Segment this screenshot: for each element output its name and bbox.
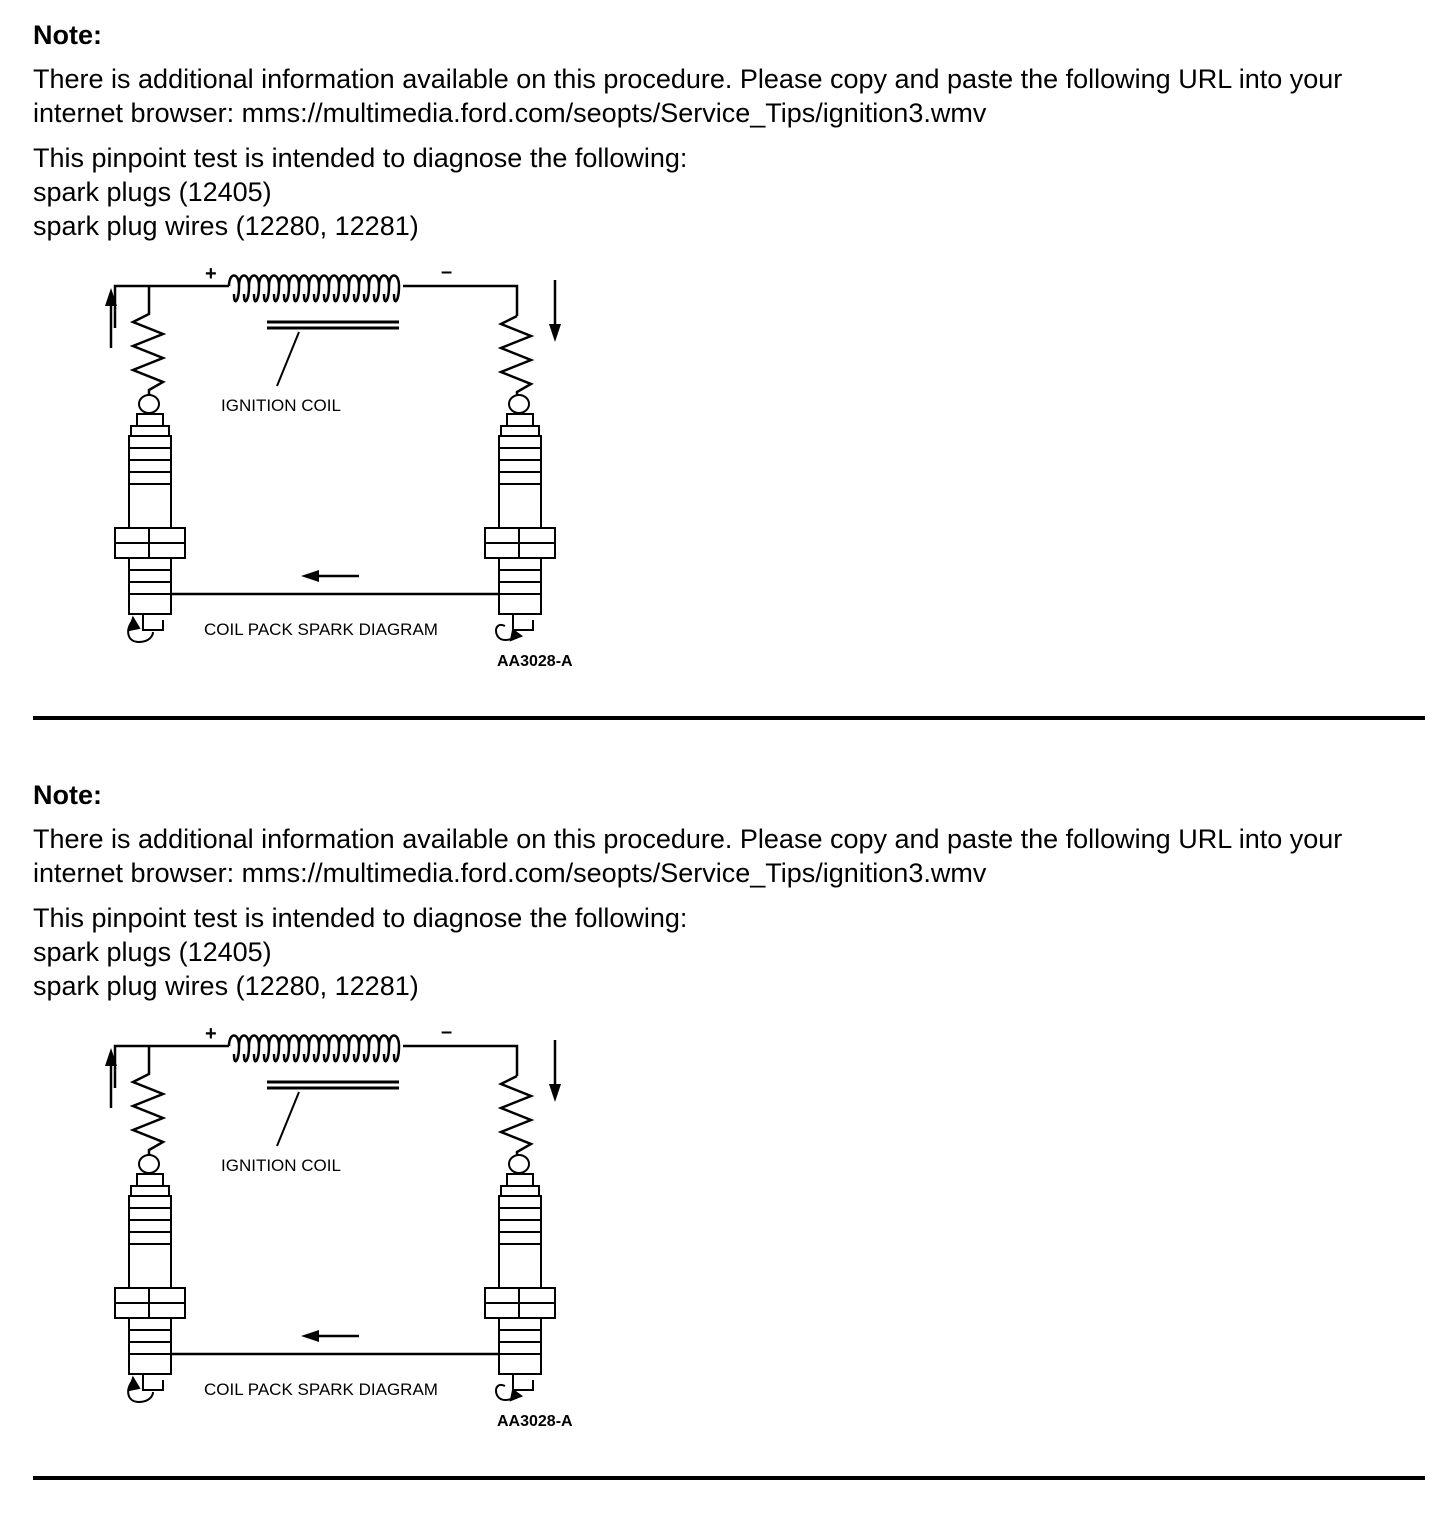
minus-sign: – xyxy=(441,261,453,283)
right-arrow-down xyxy=(549,280,561,342)
figure-id: AA3028-A xyxy=(497,653,573,670)
component-spark-plug-wires: spark plug wires (12280, 12281) xyxy=(33,211,419,241)
section-divider xyxy=(33,1476,1425,1480)
coil-leader-line xyxy=(277,1092,299,1146)
component-spark-plugs: spark plugs (12405) xyxy=(33,177,272,207)
right-resistor xyxy=(501,1076,531,1158)
note-text: There is additional information available on this procedure. Please copy and paste the following URL into your internet browser: mms://multimedia.ford.com/seopts/Service_Tips/ignition3.wmv xyxy=(33,64,1343,128)
right-arrow-down xyxy=(549,1040,561,1102)
diagram-drawing xyxy=(69,1018,609,1438)
pinpoint-intro: This pinpoint test is intended to diagnose the following: xyxy=(33,903,688,933)
note-heading: Note: xyxy=(33,20,102,50)
note-text: There is additional information available on this procedure. Please copy and paste the following URL into your internet browser: mms://multimedia.ford.com/seopts/Service_Tips/ignition3.wmv xyxy=(33,824,1343,888)
minus-sign: – xyxy=(441,1021,453,1043)
note-heading: Note: xyxy=(33,780,102,810)
ground-arrow-left xyxy=(301,1330,359,1342)
coil-winding xyxy=(229,1036,399,1062)
coil-leader-line xyxy=(277,332,299,386)
ground-arrow-left xyxy=(301,570,359,582)
plus-sign: + xyxy=(205,1023,217,1045)
coil-winding xyxy=(229,276,399,302)
procedure-section-1 xyxy=(33,0,1425,760)
component-spark-plug-wires: spark plug wires (12280, 12281) xyxy=(33,971,419,1001)
procedure-section-2 xyxy=(33,760,1425,1520)
component-spark-plugs: spark plugs (12405) xyxy=(33,937,272,967)
left-resistor xyxy=(133,1046,163,1158)
diagram-caption: COIL PACK SPARK DIAGRAM xyxy=(204,1380,438,1399)
figure-id: AA3028-A xyxy=(497,1413,573,1430)
ignition-coil-label: IGNITION COIL xyxy=(221,396,341,415)
ignition-coil-label: IGNITION COIL xyxy=(221,1156,341,1175)
pinpoint-intro: This pinpoint test is intended to diagnose the following: xyxy=(33,143,688,173)
right-spark-arrow xyxy=(496,1385,521,1400)
diagram-caption: COIL PACK SPARK DIAGRAM xyxy=(204,620,438,639)
left-resistor xyxy=(133,286,163,398)
right-resistor xyxy=(501,316,531,398)
diagram-drawing xyxy=(69,258,609,678)
plus-sign: + xyxy=(205,263,217,285)
coil-pack-spark-diagram xyxy=(69,1018,609,1438)
right-spark-arrow xyxy=(496,625,521,640)
section-divider xyxy=(33,716,1425,720)
coil-pack-spark-diagram xyxy=(69,258,609,678)
